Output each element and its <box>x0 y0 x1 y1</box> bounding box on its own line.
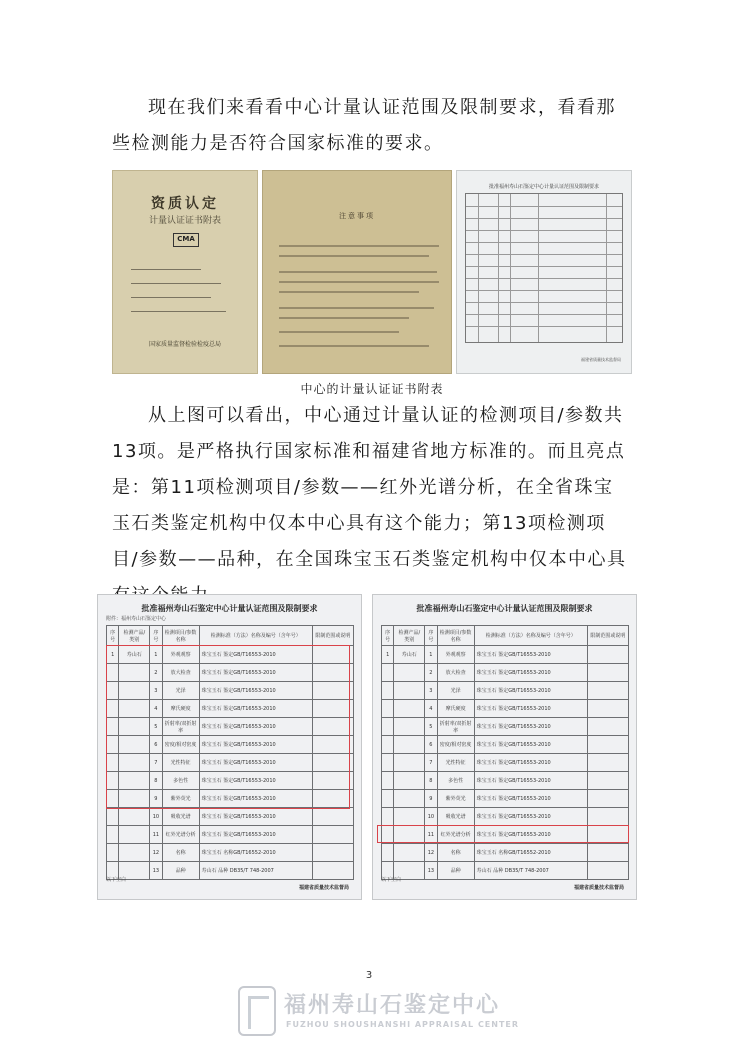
table-cell: 2 <box>150 664 162 682</box>
table-cell <box>107 664 119 682</box>
table-cell <box>119 736 150 754</box>
table-cell <box>394 700 425 718</box>
table-cell: 8 <box>150 772 162 790</box>
table-cell <box>107 772 119 790</box>
table-cell <box>107 844 119 862</box>
table-cell: 摩氏硬度 <box>437 700 474 718</box>
table-cell <box>587 862 628 880</box>
table-cell <box>382 736 394 754</box>
table-cell: 珠宝玉石 鉴定GB/T16553-2010 <box>474 718 587 736</box>
certificate-cover-photo <box>112 170 258 374</box>
table-row <box>107 772 354 790</box>
table-header-row <box>107 626 354 646</box>
certificate-issuer: 国家质量监督检验检疫总局 <box>148 341 221 348</box>
header-cell: 序号 <box>382 626 394 646</box>
table-cell: 密度/相对密度 <box>437 736 474 754</box>
table-cell <box>107 700 119 718</box>
table-cell: 珠宝玉石 鉴定GB/T16553-2010 <box>199 772 312 790</box>
table-left-title: 批准福州寿山石鉴定中心计量认证范围及限制要求 <box>141 604 318 613</box>
header-cell: 检测标准（方法）名称及编号（含年号） <box>199 626 312 646</box>
table-row <box>382 664 629 682</box>
table-row <box>382 736 629 754</box>
header-cell: 序号 <box>107 626 119 646</box>
table-cell <box>382 664 394 682</box>
table-row <box>107 700 354 718</box>
table-row <box>107 736 354 754</box>
table-cell <box>312 718 353 736</box>
table-cell <box>312 664 353 682</box>
table-cell: 珠宝玉石 鉴定GB/T16553-2010 <box>474 664 587 682</box>
table-cell <box>312 682 353 700</box>
table-cell: 摩氏硬度 <box>162 700 199 718</box>
table-cell: 4 <box>150 700 162 718</box>
watermark-name-en: FUZHOU SHOUSHANSHI APPRAISAL CENTER <box>286 1020 520 1029</box>
table-cell: 珠宝玉石 鉴定GB/T16553-2010 <box>474 754 587 772</box>
seal-logo-icon <box>238 986 276 1036</box>
table-cell <box>587 682 628 700</box>
table-cell <box>119 772 150 790</box>
table-cell: 9 <box>425 790 437 808</box>
table-cell <box>119 808 150 826</box>
table-cell <box>382 754 394 772</box>
header-cell: 限制范围或说明 <box>312 626 353 646</box>
table-cell: 珠宝玉石 名称GB/T16552-2010 <box>199 844 312 862</box>
table-cell: 珠宝玉石 鉴定GB/T16553-2010 <box>199 646 312 664</box>
table-cell <box>394 754 425 772</box>
table-row <box>382 754 629 772</box>
table-cell: 光泽 <box>437 682 474 700</box>
header-cell: 限制范围或说明 <box>587 626 628 646</box>
scope-table-right <box>372 594 637 900</box>
table-cell <box>587 808 628 826</box>
table-cell: 光性特征 <box>162 754 199 772</box>
table-cell: 珠宝玉石 鉴定GB/T16553-2010 <box>199 808 312 826</box>
table-cell: 1 <box>382 646 394 664</box>
table-cell: 珠宝玉石 鉴定GB/T16553-2010 <box>199 826 312 844</box>
table-cell: 名称 <box>437 844 474 862</box>
table-cell: 5 <box>150 718 162 736</box>
table-cell: 寿山石 品种 DB35/T 748-2007 <box>474 862 587 880</box>
table-cell: 吸收光谱 <box>162 808 199 826</box>
table-row <box>382 646 629 664</box>
table-row <box>107 808 354 826</box>
header-cell: 序号 <box>150 626 162 646</box>
table-row <box>107 844 354 862</box>
table-cell <box>394 772 425 790</box>
table-cell: 珠宝玉石 鉴定GB/T16553-2010 <box>474 790 587 808</box>
scope-scan-title: 批准福州寿山石鉴定中心计量认证范围及限制要求 <box>488 184 599 190</box>
certificate-subtitle: 计量认证证书附表 <box>148 216 221 226</box>
table-cell: 珠宝玉石 鉴定GB/T16553-2010 <box>474 736 587 754</box>
table-cell <box>119 790 150 808</box>
table-cell: 1 <box>425 646 437 664</box>
table-cell <box>119 844 150 862</box>
notes-page-photo <box>262 170 452 374</box>
table-cell: 8 <box>425 772 437 790</box>
table-cell <box>312 700 353 718</box>
table-cell: 珠宝玉石 鉴定GB/T16553-2010 <box>199 718 312 736</box>
table-cell: 放大检查 <box>437 664 474 682</box>
table-row <box>107 754 354 772</box>
table-cell: 12 <box>425 844 437 862</box>
certificate-title: 资质认定 <box>151 196 219 212</box>
table-cell: 多色性 <box>437 772 474 790</box>
table-row <box>382 700 629 718</box>
header-cell: 检测产品/类别 <box>394 626 425 646</box>
table-cell <box>394 718 425 736</box>
watermark-name-cn: 福州寿山石鉴定中心 <box>284 993 501 1018</box>
header-cell: 序号 <box>425 626 437 646</box>
table-cell <box>382 700 394 718</box>
table-cell <box>119 718 150 736</box>
table-cell <box>107 826 119 844</box>
table-cell: 3 <box>425 682 437 700</box>
table-cell <box>312 862 353 880</box>
table-row <box>382 844 629 862</box>
table-cell: 光性特征 <box>437 754 474 772</box>
table-left-subtitle: 附件：福州寿山石鉴定中心 <box>106 616 167 622</box>
table-cell: 1 <box>150 646 162 664</box>
header-cell: 检测项目/参数名称 <box>437 626 474 646</box>
table-cell: 3 <box>150 682 162 700</box>
table-cell <box>312 790 353 808</box>
table-row <box>107 664 354 682</box>
intro-paragraph <box>112 90 632 162</box>
table-cell <box>119 664 150 682</box>
table-row <box>382 862 629 880</box>
table-cell <box>382 844 394 862</box>
table-cell <box>382 682 394 700</box>
scope-table-left <box>97 594 362 900</box>
table-row <box>107 790 354 808</box>
table-cell: 1 <box>107 646 119 664</box>
table-cell: 寿山石 <box>119 646 150 664</box>
table-right-grid <box>381 625 629 880</box>
table-cell <box>587 826 628 844</box>
header-cell: 检测产品/类别 <box>119 626 150 646</box>
table-row <box>382 826 629 844</box>
page-number: 3 <box>365 970 373 981</box>
table-cell <box>107 790 119 808</box>
table-row <box>107 682 354 700</box>
table-row <box>107 862 354 880</box>
table-cell: 珠宝玉石 鉴定GB/T16553-2010 <box>474 646 587 664</box>
table-cell <box>587 646 628 664</box>
table-cell: 13 <box>425 862 437 880</box>
table-cell <box>107 736 119 754</box>
header-cell: 检测项目/参数名称 <box>162 626 199 646</box>
table-cell <box>107 808 119 826</box>
table-cell <box>394 826 425 844</box>
table-cell <box>312 772 353 790</box>
table-cell <box>382 808 394 826</box>
body-text: 从上图可以看出，中心通过计量认证的检测项目/参数共13项。是严格执行国家标准和福建省地方标准的。而且亮点是：第11项检测项目/参数——红外光谱分析，在全省珠宝玉石类鉴定机构中仅本中心具有这个能力；第13项检测项目/参数——品种，在全国珠宝玉石类鉴定机构中仅本中心具 <box>112 405 627 570</box>
table-cell: 12 <box>150 844 162 862</box>
table-cell <box>394 736 425 754</box>
table-row <box>382 772 629 790</box>
table-cell: 放大检查 <box>162 664 199 682</box>
certificate-photos <box>112 170 632 374</box>
table-cell: 珠宝玉石 鉴定GB/T16553-2010 <box>474 772 587 790</box>
table-cell: 5 <box>425 718 437 736</box>
table-cell <box>107 754 119 772</box>
table-cell: 多色性 <box>162 772 199 790</box>
table-cell: 11 <box>150 826 162 844</box>
table-cell <box>107 682 119 700</box>
photo-caption: 中心的计量认证证书附表 <box>300 382 444 396</box>
intro-text: 现在我们来看看中心计量认证范围及限制要求，看看那些检测能力是否符合国家标准的要求。 <box>112 97 616 154</box>
table-left-footer: 以下空白 <box>106 877 127 883</box>
table-row <box>107 718 354 736</box>
table-cell: 珠宝玉石 鉴定GB/T16553-2010 <box>199 790 312 808</box>
table-cell: 外观观察 <box>162 646 199 664</box>
table-cell <box>312 754 353 772</box>
table-cell: 4 <box>425 700 437 718</box>
table-cell <box>119 682 150 700</box>
table-cell <box>587 790 628 808</box>
notes-title: 注意事项 <box>339 212 375 220</box>
table-cell <box>394 844 425 862</box>
table-cell: 密度/相对密度 <box>162 736 199 754</box>
table-cell: 紫外荧光 <box>437 790 474 808</box>
table-cell <box>394 682 425 700</box>
table-cell: 折射率/双折射率 <box>437 718 474 736</box>
header-cell: 检测标准（方法）名称及编号（含年号） <box>474 626 587 646</box>
table-cell <box>312 826 353 844</box>
table-cell: 光泽 <box>162 682 199 700</box>
table-cell: 2 <box>425 664 437 682</box>
table-cell: 11 <box>425 826 437 844</box>
table-cell <box>312 808 353 826</box>
table-cell: 吸收光谱 <box>437 808 474 826</box>
table-cell: 珠宝玉石 鉴定GB/T16553-2010 <box>474 808 587 826</box>
table-cell: 珠宝玉石 鉴定GB/T16553-2010 <box>474 700 587 718</box>
table-cell <box>394 790 425 808</box>
table-cell <box>119 754 150 772</box>
table-cell <box>587 754 628 772</box>
table-cell: 10 <box>150 808 162 826</box>
table-row <box>382 808 629 826</box>
table-cell: 珠宝玉石 鉴定GB/T16553-2010 <box>474 682 587 700</box>
table-left-org: 福建省质量技术监督局 <box>298 885 349 891</box>
table-cell <box>312 646 353 664</box>
table-right-title: 批准福州寿山石鉴定中心计量认证范围及限制要求 <box>416 604 593 613</box>
table-cell <box>394 808 425 826</box>
table-cell <box>587 700 628 718</box>
table-cell <box>312 736 353 754</box>
table-header-row <box>382 626 629 646</box>
table-cell: 6 <box>150 736 162 754</box>
table-cell: 寿山石 品种 DB35/T 748-2007 <box>199 862 312 880</box>
table-cell: 品种 <box>437 862 474 880</box>
table-cell: 7 <box>150 754 162 772</box>
cma-logo-icon: CMA <box>173 233 199 247</box>
table-cell <box>587 844 628 862</box>
table-row <box>382 682 629 700</box>
table-cell: 9 <box>150 790 162 808</box>
table-right-footer: 以下空白 <box>381 877 402 883</box>
table-cell <box>107 718 119 736</box>
table-row <box>107 646 354 664</box>
table-cell <box>587 772 628 790</box>
table-cell <box>382 826 394 844</box>
table-cell <box>119 700 150 718</box>
table-right-org: 福建省质量技术监督局 <box>573 885 624 891</box>
table-cell: 珠宝玉石 鉴定GB/T16553-2010 <box>199 664 312 682</box>
table-cell <box>382 790 394 808</box>
table-cell <box>382 772 394 790</box>
table-cell <box>119 826 150 844</box>
table-left-grid <box>106 625 354 880</box>
table-row <box>107 826 354 844</box>
scope-scan-org: 福建省质量技术监督局 <box>581 357 621 362</box>
table-cell: 6 <box>425 736 437 754</box>
body-paragraph <box>112 398 632 614</box>
scope-table-scans <box>97 594 637 900</box>
table-row <box>382 790 629 808</box>
table-cell: 红外光谱分析 <box>437 826 474 844</box>
center-watermark <box>232 982 520 1042</box>
table-cell: 寿山石 <box>394 646 425 664</box>
table-cell: 红外光谱分析 <box>162 826 199 844</box>
table-cell <box>587 664 628 682</box>
table-cell: 珠宝玉石 鉴定GB/T16553-2010 <box>199 682 312 700</box>
table-row <box>382 718 629 736</box>
table-cell <box>382 718 394 736</box>
table-cell: 珠宝玉石 鉴定GB/T16553-2010 <box>474 826 587 844</box>
table-cell: 名称 <box>162 844 199 862</box>
table-cell: 7 <box>425 754 437 772</box>
table-cell: 珠宝玉石 名称GB/T16552-2010 <box>474 844 587 862</box>
table-cell <box>394 664 425 682</box>
table-cell <box>587 718 628 736</box>
table-cell: 外观观察 <box>437 646 474 664</box>
table-cell <box>587 736 628 754</box>
table-cell: 10 <box>425 808 437 826</box>
table-cell: 珠宝玉石 鉴定GB/T16553-2010 <box>199 700 312 718</box>
table-cell: 珠宝玉石 鉴定GB/T16553-2010 <box>199 736 312 754</box>
table-cell: 13 <box>150 862 162 880</box>
table-cell: 折射率/双折射率 <box>162 718 199 736</box>
table-cell: 紫外荧光 <box>162 790 199 808</box>
scope-scan-grid <box>465 193 623 343</box>
table-cell: 品种 <box>162 862 199 880</box>
scope-scan-photo <box>456 170 632 374</box>
table-cell <box>312 844 353 862</box>
table-cell: 珠宝玉石 鉴定GB/T16553-2010 <box>199 754 312 772</box>
